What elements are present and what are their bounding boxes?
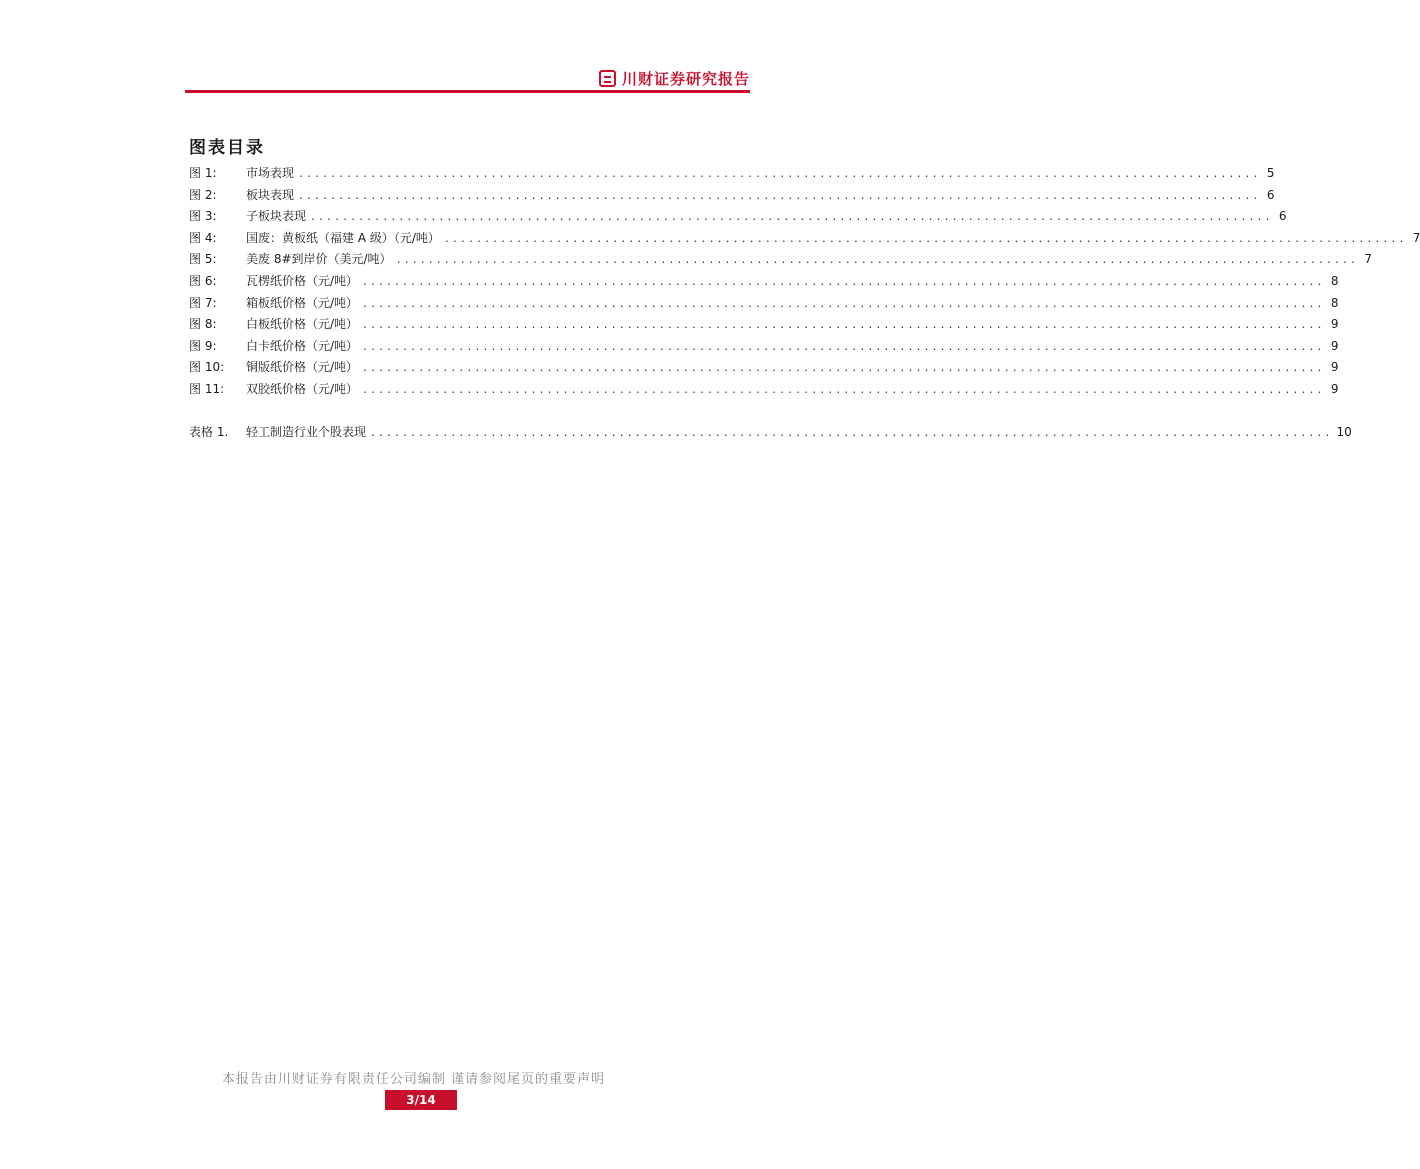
entry-page: 8 (1330, 273, 1339, 288)
leader-dots: ........................................................................................................................ (362, 276, 1325, 288)
header-divider (185, 90, 750, 93)
entry-page: 9 (1330, 317, 1339, 332)
leader-dots: ........................................................................................................................ (362, 384, 1325, 396)
entry-title: 子板块表现 (246, 209, 307, 224)
entry-label: 图 10: (189, 360, 225, 375)
entry-page: 7 (1412, 230, 1420, 245)
leader-dots: ........................................................................................................................ (362, 341, 1325, 353)
entry-label: 图 11: (189, 381, 225, 396)
toc-title: 图表目录 (189, 138, 265, 158)
entry-page: 9 (1330, 360, 1339, 375)
toc-entry-figure-6[interactable] (189, 272, 1339, 294)
brand-name: 川财证券研究报告 (621, 70, 750, 88)
entry-title: 白板纸价格（元/吨） (246, 317, 359, 332)
footer-disclaimer: 本报告由川财证券有限责任公司编制 谨请参阅尾页的重要声明 (221, 1072, 606, 1087)
entry-title: 箱板纸价格（元/吨） (246, 295, 359, 310)
brand (599, 68, 750, 89)
report-header (185, 64, 750, 94)
entry-page: 9 (1330, 381, 1339, 396)
entry-title: 美废 8#到岸价（美元/吨） (246, 252, 392, 267)
entry-title: 国废：黄板纸（福建 A 级）（元/吨） (246, 230, 440, 245)
entry-label: 图 3: (189, 209, 217, 224)
leader-dots: ........................................................................................................................ (395, 255, 1359, 267)
toc-entry-figure-10[interactable] (189, 358, 1339, 380)
entry-page: 9 (1330, 338, 1339, 353)
page-number: 3/14 (385, 1090, 457, 1110)
leader-dots: ........................................................................................................................ (362, 298, 1325, 310)
toc-entry-figure-7[interactable] (189, 294, 1339, 316)
toc-entry-figure-11[interactable] (189, 380, 1339, 402)
entry-label: 图 2: (189, 187, 217, 202)
entry-page: 5 (1266, 166, 1275, 180)
leader-dots: ........................................................................................................................ (443, 233, 1407, 245)
entry-title: 轻工制造行业个股表现 (246, 424, 367, 439)
entry-title: 瓦楞纸价格（元/吨） (246, 273, 359, 288)
entry-label: 图 6: (189, 273, 217, 288)
leader-dots: ........................................................................................................................ (362, 320, 1325, 332)
leader-dots: ........................................................................................................................ (310, 212, 1273, 224)
entry-label: 图 9: (189, 338, 217, 353)
entry-page: 10 (1336, 424, 1352, 439)
toc-entry-figure-1[interactable] (189, 164, 1275, 186)
entry-label: 表格 1. (189, 424, 229, 439)
toc-entry-figure-4[interactable] (189, 229, 1420, 251)
entry-page: 6 (1266, 187, 1275, 202)
chuancai-logo-icon (599, 70, 616, 87)
leader-dots: ........................................................................................................................ (298, 190, 1261, 202)
leader-dots: ........................................................................................................................ (298, 169, 1261, 180)
leader-dots: ........................................................................................................................ (362, 363, 1325, 375)
entry-title: 铜版纸价格（元/吨） (246, 360, 359, 375)
toc-entry-figure-5[interactable] (189, 250, 1373, 272)
leader-dots: ........................................................................................................................ (370, 427, 1333, 439)
toc-entry-figure-9[interactable] (189, 337, 1339, 359)
entry-title: 市场表现 (246, 166, 295, 180)
entry-label: 图 1: (189, 166, 217, 180)
entry-page: 8 (1330, 295, 1339, 310)
entry-label: 图 5: (189, 252, 217, 267)
entry-title: 白卡纸价格（元/吨） (246, 338, 359, 353)
entry-page: 6 (1278, 209, 1287, 224)
entry-page: 7 (1364, 252, 1373, 267)
toc-entry-table-1[interactable] (189, 423, 1352, 445)
entry-label: 图 7: (189, 295, 217, 310)
entry-label: 图 8: (189, 317, 217, 332)
table-of-figures (189, 164, 1420, 444)
entry-title: 双胶纸价格（元/吨） (246, 381, 359, 396)
toc-entry-figure-8[interactable] (189, 315, 1339, 337)
entry-title: 板块表现 (246, 187, 295, 202)
toc-entry-figure-2[interactable] (189, 186, 1275, 208)
entry-label: 图 4: (189, 230, 217, 245)
toc-entry-figure-3[interactable] (189, 207, 1287, 229)
